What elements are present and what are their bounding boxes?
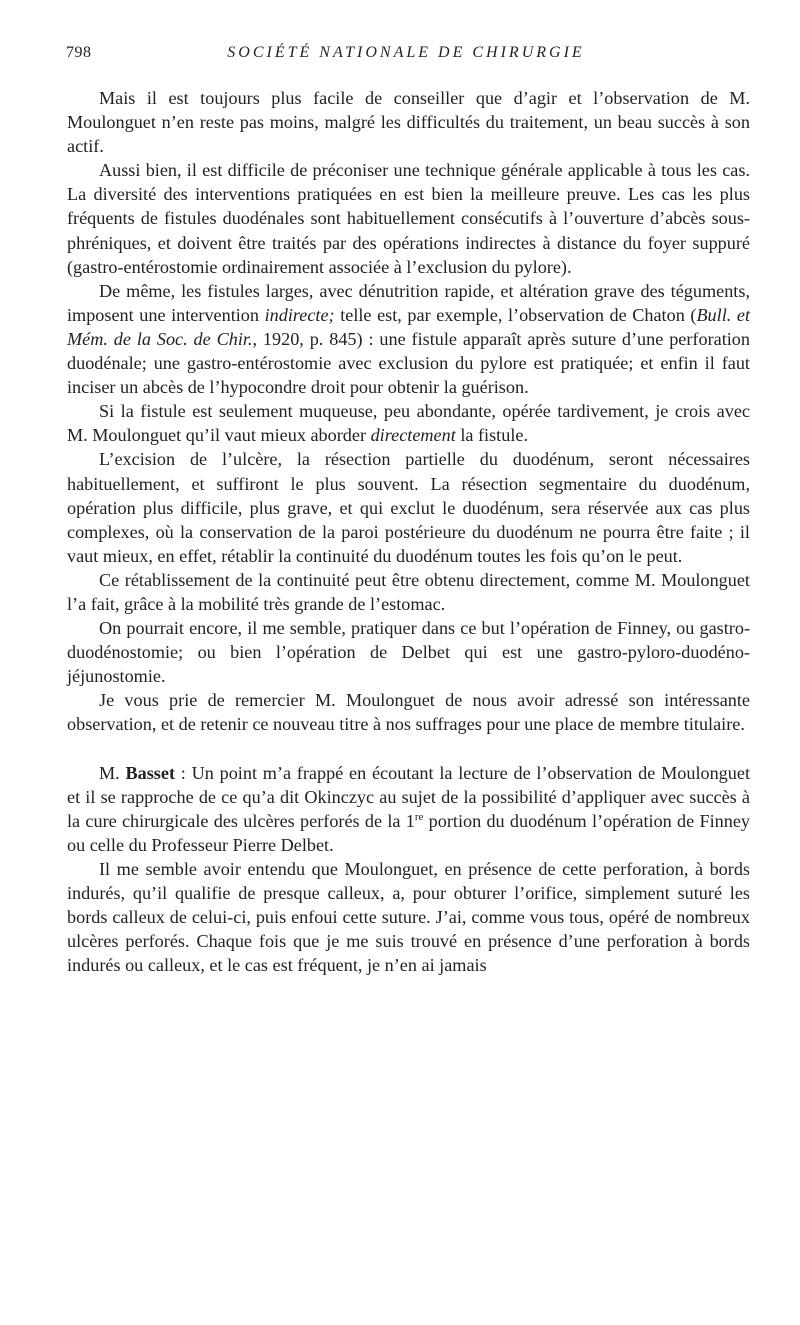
paragraph: L’excision de l’ulcère, la résection partielle du duodénum, seront nécessaires habituellement, et suffiront le plus souvent. La résection segmentaire du duodénum, opération plus difficile, plus grave, et qui exclut le duodénum, sera réservée aux cas plus complexes, où la conservation de la paroi postérieure du duodénum ne pourra être faite ; il vaut mieux, en effet, rétablir la continuité du duodénum toutes les fois qu’on le peut. bbox=[67, 449, 750, 566]
paragraph: On pourrait encore, il me semble, pratiquer dans ce but l’opération de Finney, ou gastro-duodénostomie; ou bien l’opération de Delbet qui est une gastro-pyloro-duodéno-jéjunostomie. bbox=[67, 618, 750, 687]
italic-text: indirecte; bbox=[264, 304, 335, 325]
italic-text: directement bbox=[370, 425, 456, 446]
paragraph-basset: M. Basset : Un point m’a frappé en écoutant la lecture de l’observation de Moulonguet et il se rapproche de ce qu’a dit Okinczyc au sujet de la possibilité d’appliquer avec succès à la cure chirurgicale des ulcères perforés de la 1re portion du duodénum l’opération de Finney ou celle du Professeur Pierre Delbet. bbox=[67, 762, 750, 855]
page-number: 798 bbox=[66, 44, 92, 61]
page-header bbox=[66, 44, 746, 68]
paragraph: Aussi bien, il est difficile de préconiser une technique générale applicable à tous les cas. La diversité des interventions pratiquées en est bien la meilleure preuve. Les cas les plus fréquents de fistules duodénales sont habituellement consécutifs à l’ouverture d’abcès sous-phréniques, et doivent être traités par des opérations indirectes à distance du foyer suppuré (gastro-entérostomie ordinairement associée à l’exclusion du pylore). bbox=[67, 160, 750, 277]
paragraph: Je vous prie de remercier M. Moulonguet de nous avoir adressé son intéressante observation, et de retenir ce nouveau titre à nos suffrages pour une place de membre titulaire. bbox=[67, 690, 750, 735]
body-text bbox=[67, 86, 750, 977]
running-title: SOCIÉTÉ NATIONALE DE CHIRURGIE bbox=[227, 44, 585, 61]
citation-title: Bull. et Mém. de la Soc. de Chir. bbox=[67, 304, 751, 349]
paragraph: Il me semble avoir entendu que Moulonguet, en présence de cette perforation, à bords indurés, qu’il qualifie de presque calleux, a, pour obturer l’orifice, simplement suturé les bords calleux de celui-ci, puis enfoui cette suture. J’ai, comme vous tous, opéré de nombreux ulcères perforés. Chaque fois que je me suis trouvé en présence d’une perforation à bords indurés ou calleux, et le cas est fréquent, je n’en ai jamais bbox=[67, 858, 750, 976]
paragraph: De même, les fistules larges, avec dénutrition rapide, et altération grave des téguments, imposent une intervention indirecte; telle est, par exemple, l’observation de Chaton (Bull. et Mém. de la Soc. de Chir., 1920, p. 845) : une fistule apparaît après suture d’une perforation duodénale; une gastro-entérostomie avec exclusion du pylore est pratiquée; et enfin il faut inciser un abcès de l’hypocondre droit pour obtenir la guérison. bbox=[67, 280, 751, 398]
ordinal-superscript: re bbox=[414, 810, 424, 823]
paragraph: Si la fistule est seulement muqueuse, peu abondante, opérée tardivement, je crois avec M. Moulonguet qu’il vaut mieux aborder directement la fistule. bbox=[67, 401, 750, 446]
paragraph: Ce rétablissement de la continuité peut être obtenu directement, comme M. Moulonguet l’a fait, grâce à la mobilité très grande de l’estomac. bbox=[67, 569, 750, 614]
speaker-name: Basset bbox=[125, 762, 176, 783]
paragraph: Mais il est toujours plus facile de conseiller que d’agir et l’observation de M. Moulonguet n’en reste pas moins, malgré les difficultés du traitement, un beau succès à son actif. bbox=[67, 88, 750, 157]
section-gap bbox=[67, 737, 750, 761]
